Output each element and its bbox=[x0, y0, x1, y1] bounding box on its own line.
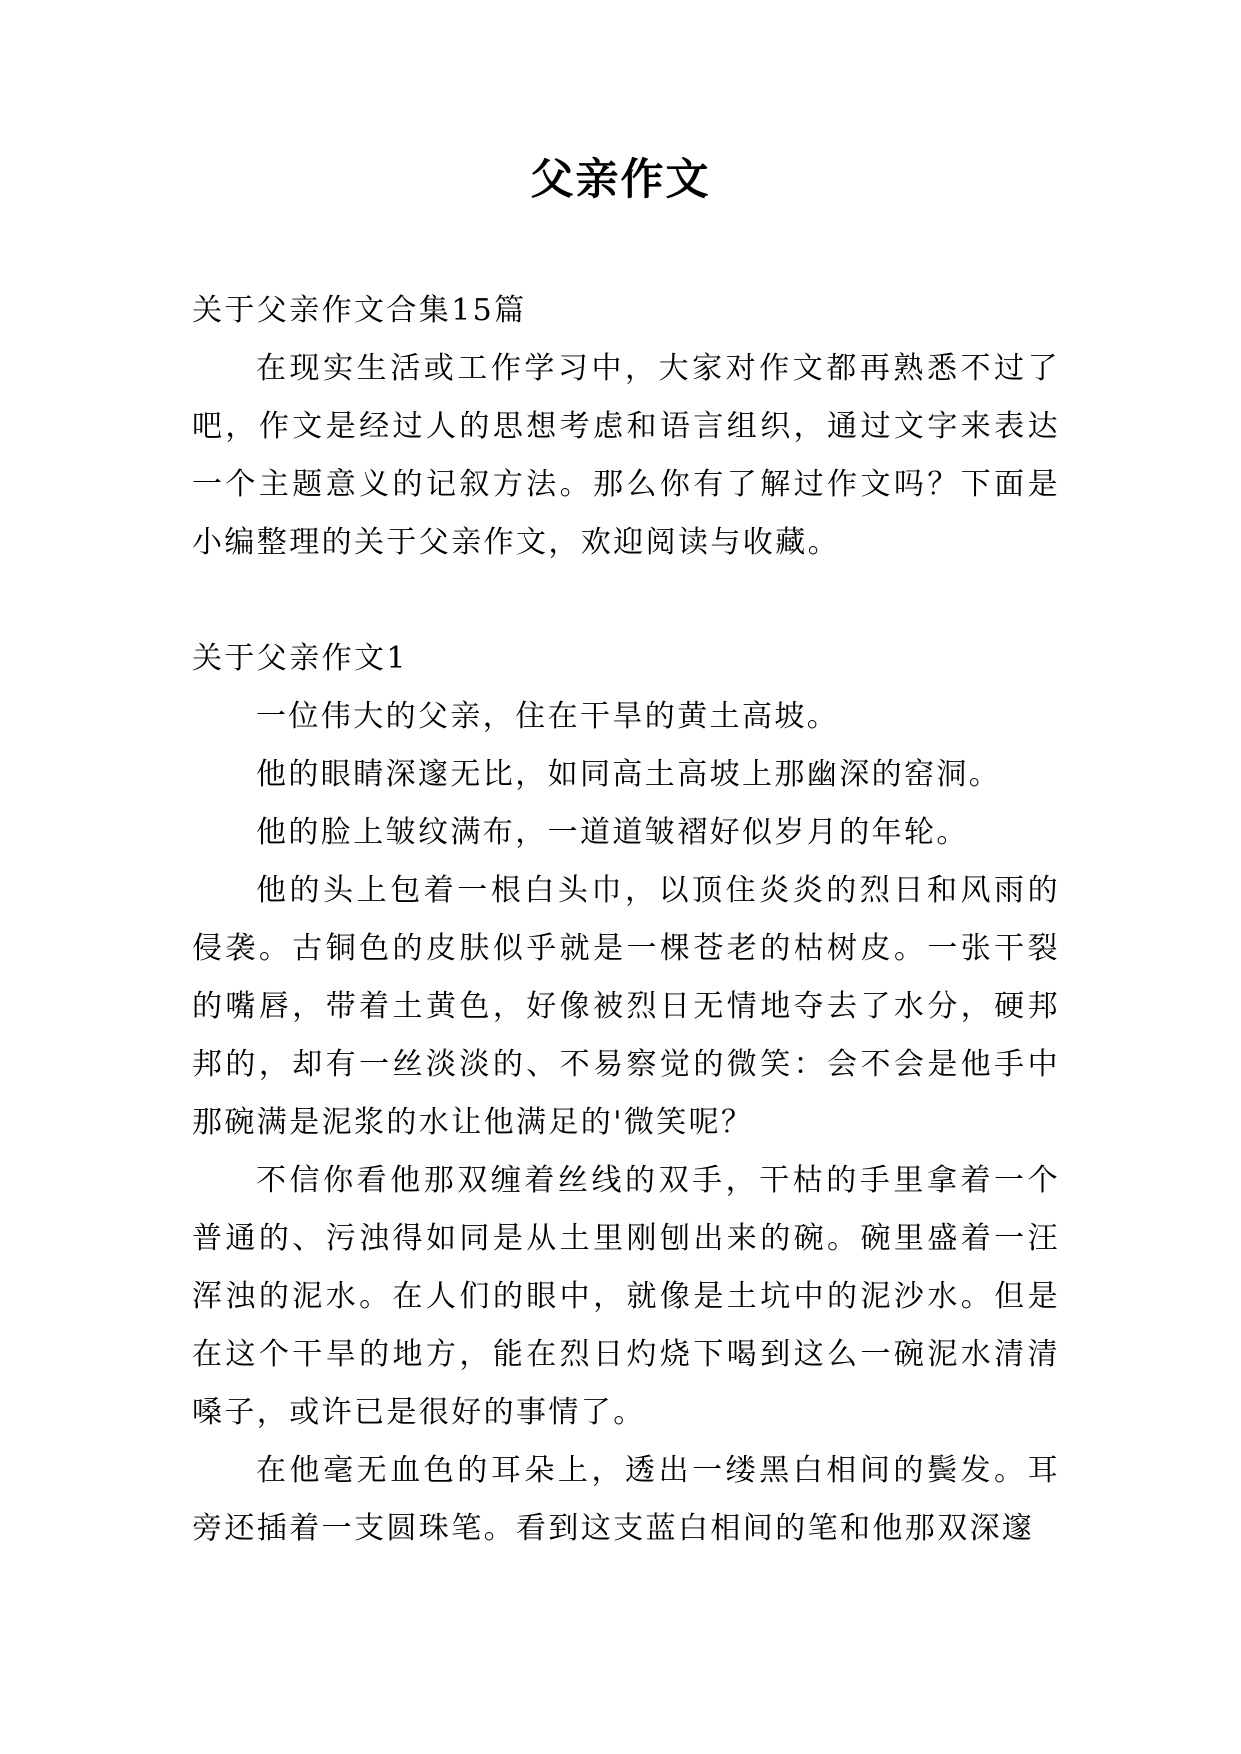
body-paragraph: 不信你看他那双缠着丝线的双手，干枯的手里拿着一个普通的、污浊得如同是从土里刚刨出来的碗。碗里盛着一汪浑浊的泥水。在人们的眼中，就像是土坑中的泥沙水。但是在这个干旱的地方，能在烈日灼烧下喝到这么一碗泥水清清嗓子，或许已是很好的事情了。 bbox=[192, 1163, 1060, 1430]
body-paragraph: 他的脸上皱纹满布，一道道皱褶好似岁月的年轮。 bbox=[256, 815, 969, 850]
document-title: 父亲作文 bbox=[530, 155, 711, 205]
body-paragraph: 他的眼睛深邃无比，如同高土高坡上那幽深的窑洞。 bbox=[256, 757, 1002, 792]
section-heading: 关于父亲作文1 bbox=[192, 641, 408, 676]
intro-paragraph: 在现实生活或工作学习中，大家对作文都再熟悉不过了吧，作文是经过人的思想考虑和语言组织，通过文字来表达一个主题意义的记叙方法。那么你有了解过作文吗？下面是小编整理的关于父亲作文，欢迎阅读与收藏。 bbox=[192, 351, 1060, 560]
collection-heading: 关于父亲作文合集15篇 bbox=[192, 293, 527, 328]
body-paragraph: 在他毫无血色的耳朵上，透出一缕黑白相间的鬓发。耳旁还插着一支圆珠笔。看到这支蓝白相间的笔和他那双深邃 bbox=[192, 1453, 1060, 1546]
body-paragraph: 他的头上包着一根白头巾，以顶住炎炎的烈日和风雨的侵袭。古铜色的皮肤似乎就是一棵苍老的枯树皮。一张干裂的嘴唇，带着土黄色，好像被烈日无情地夺去了水分，硬邦邦的，却有一丝淡淡的、不易察觉的微笑：会不会是他手中那碗满是泥浆的水让他满足的'微笑呢？ bbox=[192, 873, 1060, 1140]
document-body bbox=[192, 282, 1060, 1558]
body-paragraph: 一位伟大的父亲，住在干旱的黄土高坡。 bbox=[256, 699, 840, 734]
